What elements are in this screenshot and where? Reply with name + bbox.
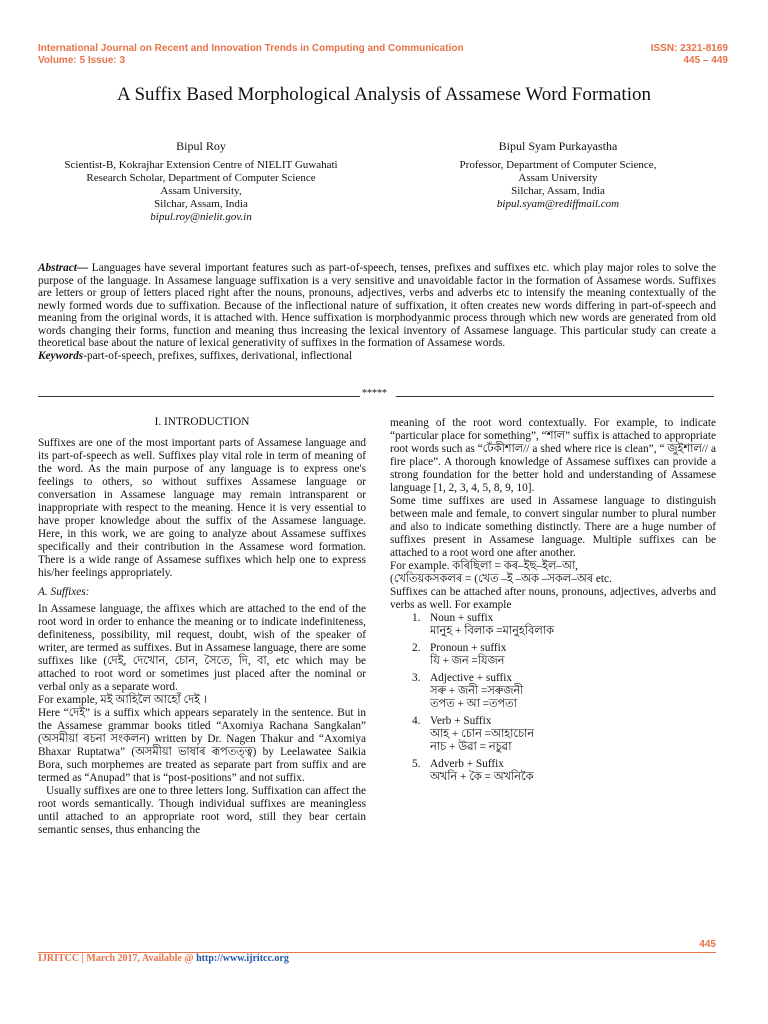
paragraph: Here “দেই” is a suffix which appears separately in the sentence. But in the Assamese grammar books titled “Axomiya Rachana Sangkalan” (অসমীয়া ৰচনা সংকলন) written by Dr. Nagen Thakur and “Axomiya Bhaxar Ruptatwa” (অসমীয়া ভাষাৰ ৰূপতত্ত্ব) by Leelawatee Saikia Bora, such morphemes are treated as separate part from suffix and are termed as “Anupad” that is “post-positions” and not suffix. bbox=[38, 707, 366, 784]
list-item bbox=[390, 612, 716, 638]
list-example: অখনি + কৈ = অখনিকৈ bbox=[430, 771, 534, 783]
list-example: যি + জন =যিজন bbox=[430, 655, 505, 667]
journal-name: International Journal on Recent and Innovation Trends in Computing and Communication bbox=[38, 43, 464, 54]
subsection-heading: A. Suffixes: bbox=[38, 586, 90, 598]
list-label: Noun + suffix bbox=[430, 612, 494, 624]
footer-citation bbox=[38, 953, 289, 964]
paragraph: Suffixes are one of the most important parts of Assamese language and its part-of-speech as well. Suffixes play vital role in term of meaning of the word. As the main purpose of any language is to express one's feelings to others, so without suffixes Assamese language or conversation in Assamese language may remain intransparent or inappropriate with respect to the meaning. Hence it is very essential to have proper knowledge about the suffix of the Assamese language. Here, in this work, we are going to analyze about Assamese suffixes specifically and their contribution in the Assamese word formation. There is a wide range of Assamese suffixes which help one to express his/her feelings appropriately. bbox=[38, 437, 366, 579]
affiliation-line: Silchar, Assam, India bbox=[511, 185, 605, 197]
author-block-1 bbox=[36, 140, 366, 224]
footer-text: IJRITCC | March 2017, Available @ bbox=[38, 953, 197, 964]
author-email[interactable]: bipul.syam@rediffmail.com bbox=[496, 198, 620, 210]
paragraph: In Assamese language, the affixes which are attached to the end of the root word in order to enhance the meaning or to indicate indefiniteness, definiteness, possibility, mil request, doubt, wish of the speaker of writer, are termed as suffixes. But in Assamese language, there are some suffixes like (দেই, দেখোন, চোন, সৈতে, দি, বা, etc which may be attached to root word or sometimes just placed after the nominal or verbal only as a separate word. bbox=[38, 603, 366, 693]
keywords-label: Keywords bbox=[38, 349, 84, 362]
list-example: আহ + চোন =আহাচোন bbox=[430, 728, 535, 740]
affiliation-line: Assam University, bbox=[160, 185, 242, 197]
list-example: তপত + আ =তপতা bbox=[430, 698, 517, 710]
journal-link[interactable]: http://www.ijritcc.org bbox=[196, 953, 289, 964]
list-label: Adverb + Suffix bbox=[430, 758, 504, 770]
affiliation-line: Silchar, Assam, India bbox=[154, 198, 248, 210]
paragraph: For example, মই আহিলৈ আহোঁ দেই । bbox=[38, 694, 207, 706]
list-item bbox=[390, 672, 716, 711]
paragraph: For example. কৰিছিলা = কৰ–ইছ–ইল–আ, bbox=[390, 560, 578, 572]
list-number: 5. bbox=[412, 758, 421, 770]
author-name: Bipul Roy bbox=[176, 139, 226, 153]
list-number: 3. bbox=[412, 672, 421, 684]
list-item bbox=[390, 642, 716, 668]
separator-rule-right bbox=[396, 396, 714, 397]
abstract bbox=[38, 262, 716, 362]
paragraph: Some time suffixes are used in Assamese language to distinguish between male and female, to convert singular number to plural number and also to indicate something distinctly. There are a huge number of suffixes present in Assamese language. Multiple suffixes can be attached to a root word one after another. bbox=[390, 495, 716, 559]
separator-stars: ***** bbox=[362, 388, 387, 399]
section-heading: I. INTRODUCTION bbox=[154, 416, 250, 428]
author-email[interactable]: bipul.roy@nielit.gov.in bbox=[150, 211, 252, 223]
author-block-2 bbox=[408, 140, 708, 211]
left-column bbox=[38, 414, 366, 837]
affiliation-line: Professor, Department of Computer Science, bbox=[459, 159, 657, 171]
list-number: 1. bbox=[412, 612, 421, 624]
volume-issue: Volume: 5 Issue: 3 bbox=[38, 55, 126, 66]
list-number: 2. bbox=[412, 642, 421, 654]
list-example: নাচ + উৱা = নচুৱা bbox=[430, 741, 512, 753]
page-range: 445 – 449 bbox=[683, 55, 728, 66]
abstract-label: Abstract— bbox=[38, 262, 89, 274]
suffix-example-list bbox=[390, 612, 716, 784]
paragraph: meaning of the root word contextually. For example, to indicate “particular place for something”, “শাল” suffix is attached to appropriate root words such as “ঢেঁকীশাল// a shed where rice is clean”, “ জুইশাল// a fire place”. A thorough knowledge of Assamese suffixes can provide a strong foundation for the better hold and understanding of Assamese language [1, 2, 3, 4, 5, 8, 9, 10]. bbox=[390, 417, 716, 494]
list-number: 4. bbox=[412, 715, 421, 727]
paragraph: (খেতিয়কসকলৰ = (খেত –ই –অক –সকল–অৰ etc. bbox=[390, 573, 612, 585]
abstract-text: Languages have several important features such as part-of-speech, tenses, prefixes and suffixes etc. which play major roles to solve the purpose of the language. In Assamese language suffixation is a very sensitive and unavoidable factor in the formation of Assamese words. Suffixes are letters or group of letters placed right after the nouns, pronouns, adjectives, verbs and adverbs etc to intensify the meaning contextually of the newly formed words due to suffixation. Because of the inflectional nature of suffixation, it often creates new words differing in part-of-speech and meaning from the original words, it is attached with. Hence suffixation is morphodyanmic process through which new words are generated from old words changing their forms, function and meaning thus increasing the lexical inventory of Assamese language. This particular study can create a theoretical base about the nature of lexical generativity of suffixes in the formation of Assamese words. bbox=[38, 262, 716, 349]
list-example: সৰু + জনী =সৰুজনী bbox=[430, 685, 524, 697]
issn: ISSN: 2321-8169 bbox=[650, 43, 728, 54]
author-name: Bipul Syam Purkayastha bbox=[498, 139, 618, 153]
list-item bbox=[390, 758, 716, 784]
list-label: Pronoun + suffix bbox=[430, 642, 507, 654]
affiliation-line: Scientist-B, Kokrajhar Extension Centre of NIELIT Guwahati bbox=[64, 159, 338, 171]
affiliation-line: Research Scholar, Department of Computer Science bbox=[86, 172, 316, 184]
list-item bbox=[390, 715, 716, 754]
paragraph: Suffixes can be attached after nouns, pronouns, adjectives, adverbs and verbs as well. For example bbox=[390, 586, 716, 611]
paper-title: A Suffix Based Morphological Analysis of Assamese Word Formation bbox=[117, 84, 651, 105]
keywords-text: -part-of-speech, prefixes, suffixes, derivational, inflectional bbox=[83, 349, 353, 362]
affiliation-line: Assam University bbox=[518, 172, 598, 184]
paragraph: Usually suffixes are one to three letters long. Suffixation can affect the root words semantically. Though individual suffixes are meaningless until attached to an appropriate root word, still they bear certain semantic senses, thus enhancing the bbox=[38, 785, 366, 836]
right-column bbox=[390, 417, 716, 788]
page-number: 445 bbox=[699, 939, 716, 950]
list-label: Verb + Suffix bbox=[430, 715, 492, 727]
separator-rule-left bbox=[38, 396, 360, 397]
list-label: Adjective + suffix bbox=[430, 672, 513, 684]
list-example: মানুহ + বিলাক =মানুহবিলাক bbox=[430, 625, 554, 637]
